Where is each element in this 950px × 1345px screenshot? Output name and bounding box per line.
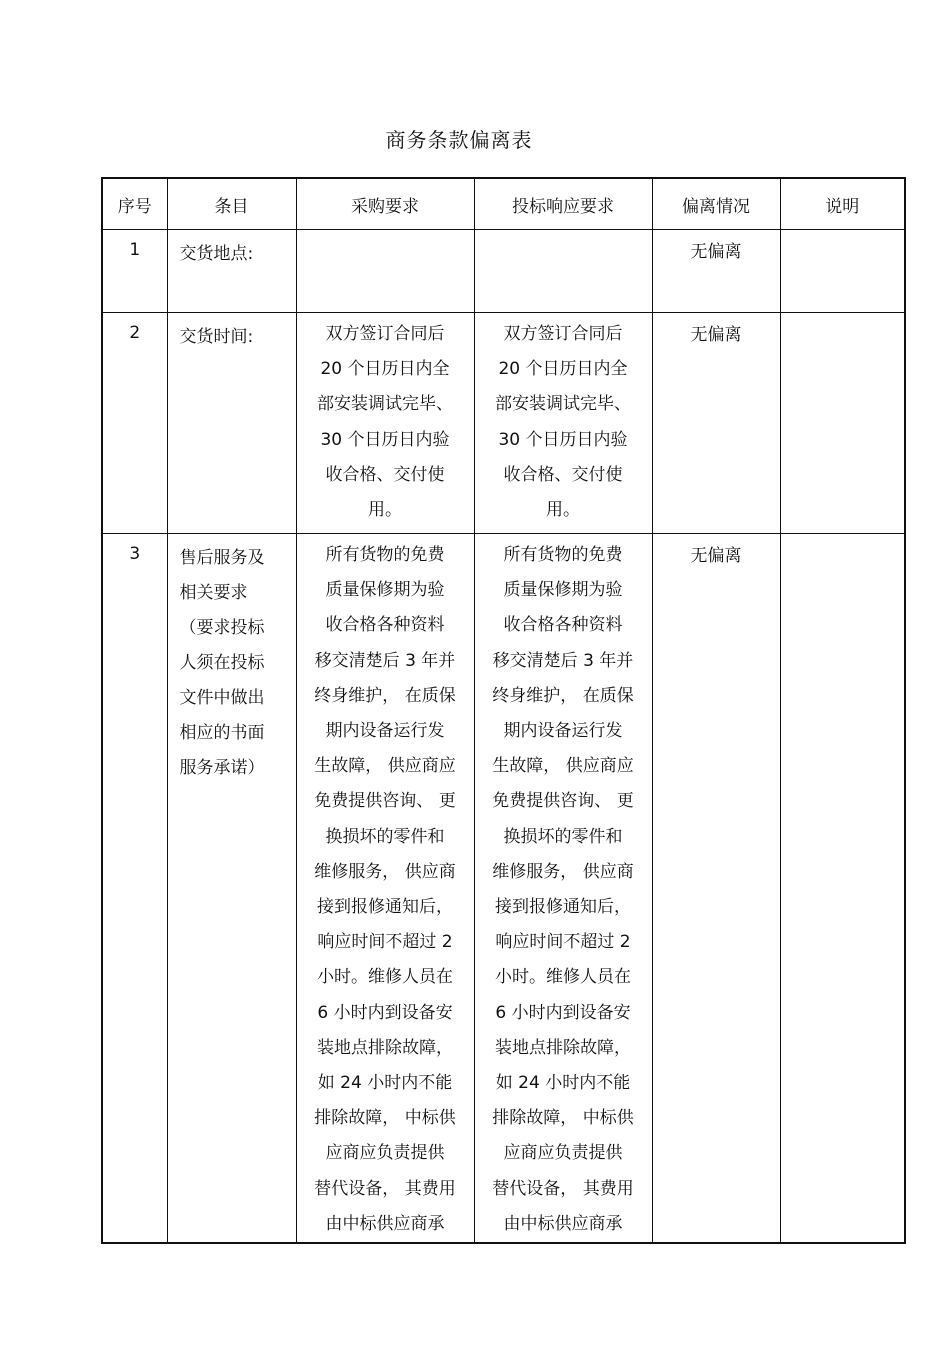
cell-text-line: 用。 [546,500,580,521]
cell-text-line: 30 个日历日内验 [498,429,628,450]
cell-text-line: 20 个日历日内全 [498,359,628,380]
cell-text-line: 售后服务及 [179,548,265,568]
cell-text-line: 应商应负责提供 [325,1143,445,1164]
row-deviation: 无偏离 [652,230,780,313]
row-note [780,313,905,534]
cell-text-line: 应商应负责提供 [503,1143,623,1164]
cell-text-line: 终身维护， 在质保 [314,685,456,706]
cell-text-line: 收合格各种资料 [325,615,445,636]
cell-text-line: 响应时间不超过 2 [317,932,453,953]
row-requirement [296,534,474,1244]
cell-text-line: 终身维护， 在质保 [492,685,634,706]
cell-text-line: 交货时间: [179,327,254,347]
cell-text-line: 所有货物的免费 [503,545,623,565]
cell-text-line: 质量保修期为验 [325,580,445,601]
cell-text-line: 收合格、交付使 [325,464,445,485]
cell-text-line: 期内设备运行发 [503,721,623,742]
table-row [102,313,905,534]
cell-text-line: 由中标供应商承 [325,1213,445,1234]
cell-text-line: 如 24 小时内不能 [317,1073,453,1094]
cell-text-line: 替代设备， 其费用 [492,1178,634,1199]
cell-text-line: 换损坏的零件和 [325,826,445,847]
cell-text-line: 收合格各种资料 [503,615,623,636]
cell-text-line: 如 24 小时内不能 [495,1073,631,1094]
header-deviation: 偏离情况 [652,178,780,230]
cell-text-line: 小时。维修人员在 [495,967,631,988]
table-row [102,230,905,313]
cell-text-line: 免费提供咨询、 更 [314,791,456,812]
row-item [167,230,296,313]
cell-text-line: 相应的书面 [179,723,265,743]
row-response [474,313,652,534]
table-row [102,534,905,1244]
row-requirement [296,313,474,534]
cell-text-line: 生故障， 供应商应 [492,756,634,777]
cell-text-line: 部安装调试完毕、 [495,394,631,415]
cell-text-line: 收合格、交付使 [503,464,623,485]
cell-text-line: 服务承诺） [179,758,265,778]
row-response [474,230,652,313]
cell-text-line: 排除故障， 中标供 [314,1108,456,1129]
row-note [780,230,905,313]
row-number: 3 [102,534,167,1244]
cell-text-line: 30 个日历日内验 [320,429,450,450]
row-number: 1 [102,230,167,313]
row-requirement [296,230,474,313]
cell-text-line: 生故障， 供应商应 [314,756,456,777]
cell-text-line: 6 小时内到设备安 [317,1002,453,1023]
cell-text-line: 20 个日历日内全 [320,359,450,380]
row-response [474,534,652,1244]
cell-text-line: 替代设备， 其费用 [314,1178,456,1199]
cell-text-line: 装地点排除故障， [495,1037,631,1058]
cell-text-line: 交货地点: [179,244,254,264]
header-note: 说明 [780,178,905,230]
page-title: 商务条款偏离表 [385,128,533,152]
cell-text-line: 维修服务， 供应商 [492,861,634,882]
cell-text-line: 6 小时内到设备安 [495,1002,631,1023]
cell-text-line: 所有货物的免费 [325,545,445,565]
cell-text-line: 接到报修通知后， [495,897,631,918]
cell-text-line: 由中标供应商承 [503,1213,623,1234]
cell-text-line: 小时。维修人员在 [317,967,453,988]
table-header-row [102,178,905,230]
cell-text-line: 用。 [368,500,402,521]
cell-text-line: 相关要求 [179,583,248,603]
cell-text-line: 人须在投标 [179,653,265,673]
row-note [780,534,905,1244]
cell-text-line: 期内设备运行发 [325,721,445,742]
cell-text-line: 接到报修通知后， [317,897,453,918]
row-item [167,534,296,1244]
cell-text-line: 移交清楚后 3 年并 [492,650,634,671]
cell-text-line: 排除故障， 中标供 [492,1108,634,1129]
cell-text-line: 移交清楚后 3 年并 [314,650,456,671]
cell-text-line: 换损坏的零件和 [503,826,623,847]
header-requirement: 采购要求 [296,178,474,230]
header-no: 序号 [102,178,167,230]
cell-text-line: 文件中做出 [179,688,265,708]
cell-text-line: 响应时间不超过 2 [495,932,631,953]
cell-text-line: 双方签订合同后 [325,324,445,344]
row-item [167,313,296,534]
row-number: 2 [102,313,167,534]
cell-text-line: 双方签订合同后 [503,324,623,344]
cell-text-line: 免费提供咨询、 更 [492,791,634,812]
row-deviation: 无偏离 [652,313,780,534]
row-deviation: 无偏离 [652,534,780,1244]
header-item: 条目 [167,178,296,230]
header-response: 投标响应要求 [474,178,652,230]
cell-text-line: （要求投标 [179,618,265,638]
cell-text-line: 部安装调试完毕、 [317,394,453,415]
cell-text-line: 质量保修期为验 [503,580,623,601]
cell-text-line: 装地点排除故障， [317,1037,453,1058]
cell-text-line: 维修服务， 供应商 [314,861,456,882]
deviation-table [101,177,906,1244]
